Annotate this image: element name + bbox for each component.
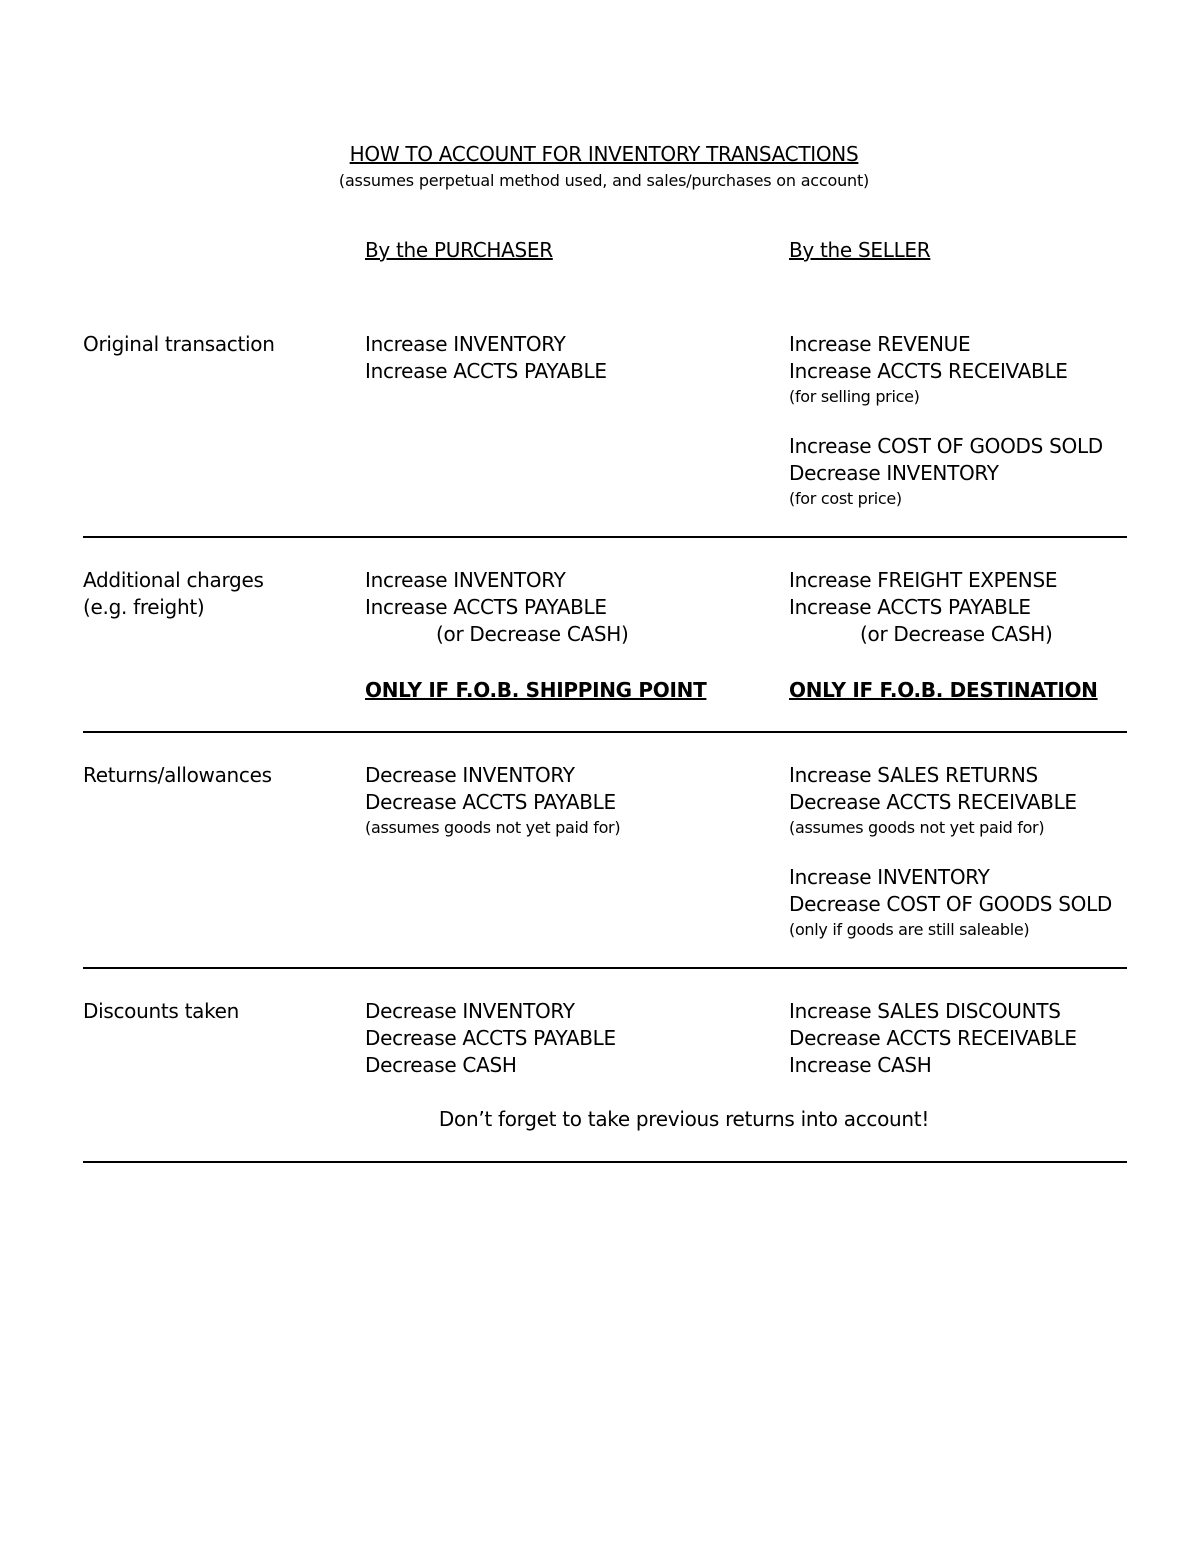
entry-line: Increase FREIGHT EXPENSE <box>789 568 1058 592</box>
entry-line: Increase COST OF GOODS SOLD <box>789 434 1103 458</box>
section-divider <box>83 967 1127 969</box>
seller-original-entry <box>789 331 1103 510</box>
entry-alternative: (or Decrease CASH) <box>436 622 629 646</box>
entry-line: Decrease ACCTS RECEIVABLE <box>789 790 1077 814</box>
returns-reminder: Don’t forget to take previous returns into account! <box>438 1107 930 1131</box>
page-subtitle: (assumes perpetual method used, and sales/purchases on account) <box>338 171 870 190</box>
purchaser-original-entry <box>365 331 607 385</box>
entry-line: Decrease ACCTS PAYABLE <box>365 790 616 814</box>
row-label-returns-allowances <box>83 762 272 789</box>
fob-condition: ONLY IF F.O.B. DESTINATION <box>789 678 1098 702</box>
row-label-line: (e.g. freight) <box>83 595 205 619</box>
entry-line: Increase ACCTS RECEIVABLE <box>789 359 1068 383</box>
page-title: HOW TO ACCOUNT FOR INVENTORY TRANSACTIONS <box>349 142 859 166</box>
row-label-line: Original transaction <box>83 332 275 356</box>
section-divider <box>83 1161 1127 1163</box>
entry-line: Decrease CASH <box>365 1053 517 1077</box>
entry-line: Increase ACCTS PAYABLE <box>365 359 607 383</box>
row-label-discounts-taken <box>83 998 239 1025</box>
entry-note: (assumes goods not yet paid for) <box>789 818 1045 837</box>
entry-line: Increase ACCTS PAYABLE <box>789 595 1031 619</box>
entry-line: Increase REVENUE <box>789 332 971 356</box>
seller-additional-entry <box>789 567 1098 704</box>
row-label-line: Additional charges <box>83 568 264 592</box>
seller-discounts-entry <box>789 998 1077 1079</box>
row-label-line: Returns/allowances <box>83 763 272 787</box>
purchaser-discounts-entry <box>365 998 616 1079</box>
entry-line: Increase INVENTORY <box>365 332 566 356</box>
row-label-line: Discounts taken <box>83 999 240 1023</box>
entry-line: Decrease INVENTORY <box>365 763 575 787</box>
entry-line: Increase INVENTORY <box>789 865 990 889</box>
entry-line: Decrease ACCTS PAYABLE <box>365 1026 616 1050</box>
entry-line: Decrease INVENTORY <box>789 461 999 485</box>
row-label-original-transaction <box>83 331 275 358</box>
entry-alternative: (or Decrease CASH) <box>860 622 1053 646</box>
fob-condition: ONLY IF F.O.B. SHIPPING POINT <box>365 678 707 702</box>
purchaser-additional-entry <box>365 567 706 704</box>
row-label-additional-charges <box>83 567 264 621</box>
entry-line: Increase SALES DISCOUNTS <box>789 999 1061 1023</box>
column-header-seller: By the SELLER <box>789 238 931 262</box>
seller-returns-entry <box>789 762 1112 941</box>
entry-note: (assumes goods not yet paid for) <box>365 818 621 837</box>
column-header-purchaser: By the PURCHASER <box>365 238 553 262</box>
entry-line: Increase INVENTORY <box>365 568 566 592</box>
section-divider <box>83 536 1127 538</box>
entry-line: Increase SALES RETURNS <box>789 763 1038 787</box>
entry-note: (for cost price) <box>789 489 902 508</box>
purchaser-returns-entry <box>365 762 620 839</box>
section-divider <box>83 731 1127 733</box>
entry-line: Decrease ACCTS RECEIVABLE <box>789 1026 1077 1050</box>
entry-line: Decrease INVENTORY <box>365 999 575 1023</box>
entry-line: Increase ACCTS PAYABLE <box>365 595 607 619</box>
entry-line: Increase CASH <box>789 1053 932 1077</box>
entry-line: Decrease COST OF GOODS SOLD <box>789 892 1113 916</box>
entry-note: (only if goods are still saleable) <box>789 920 1030 939</box>
entry-note: (for selling price) <box>789 387 920 406</box>
